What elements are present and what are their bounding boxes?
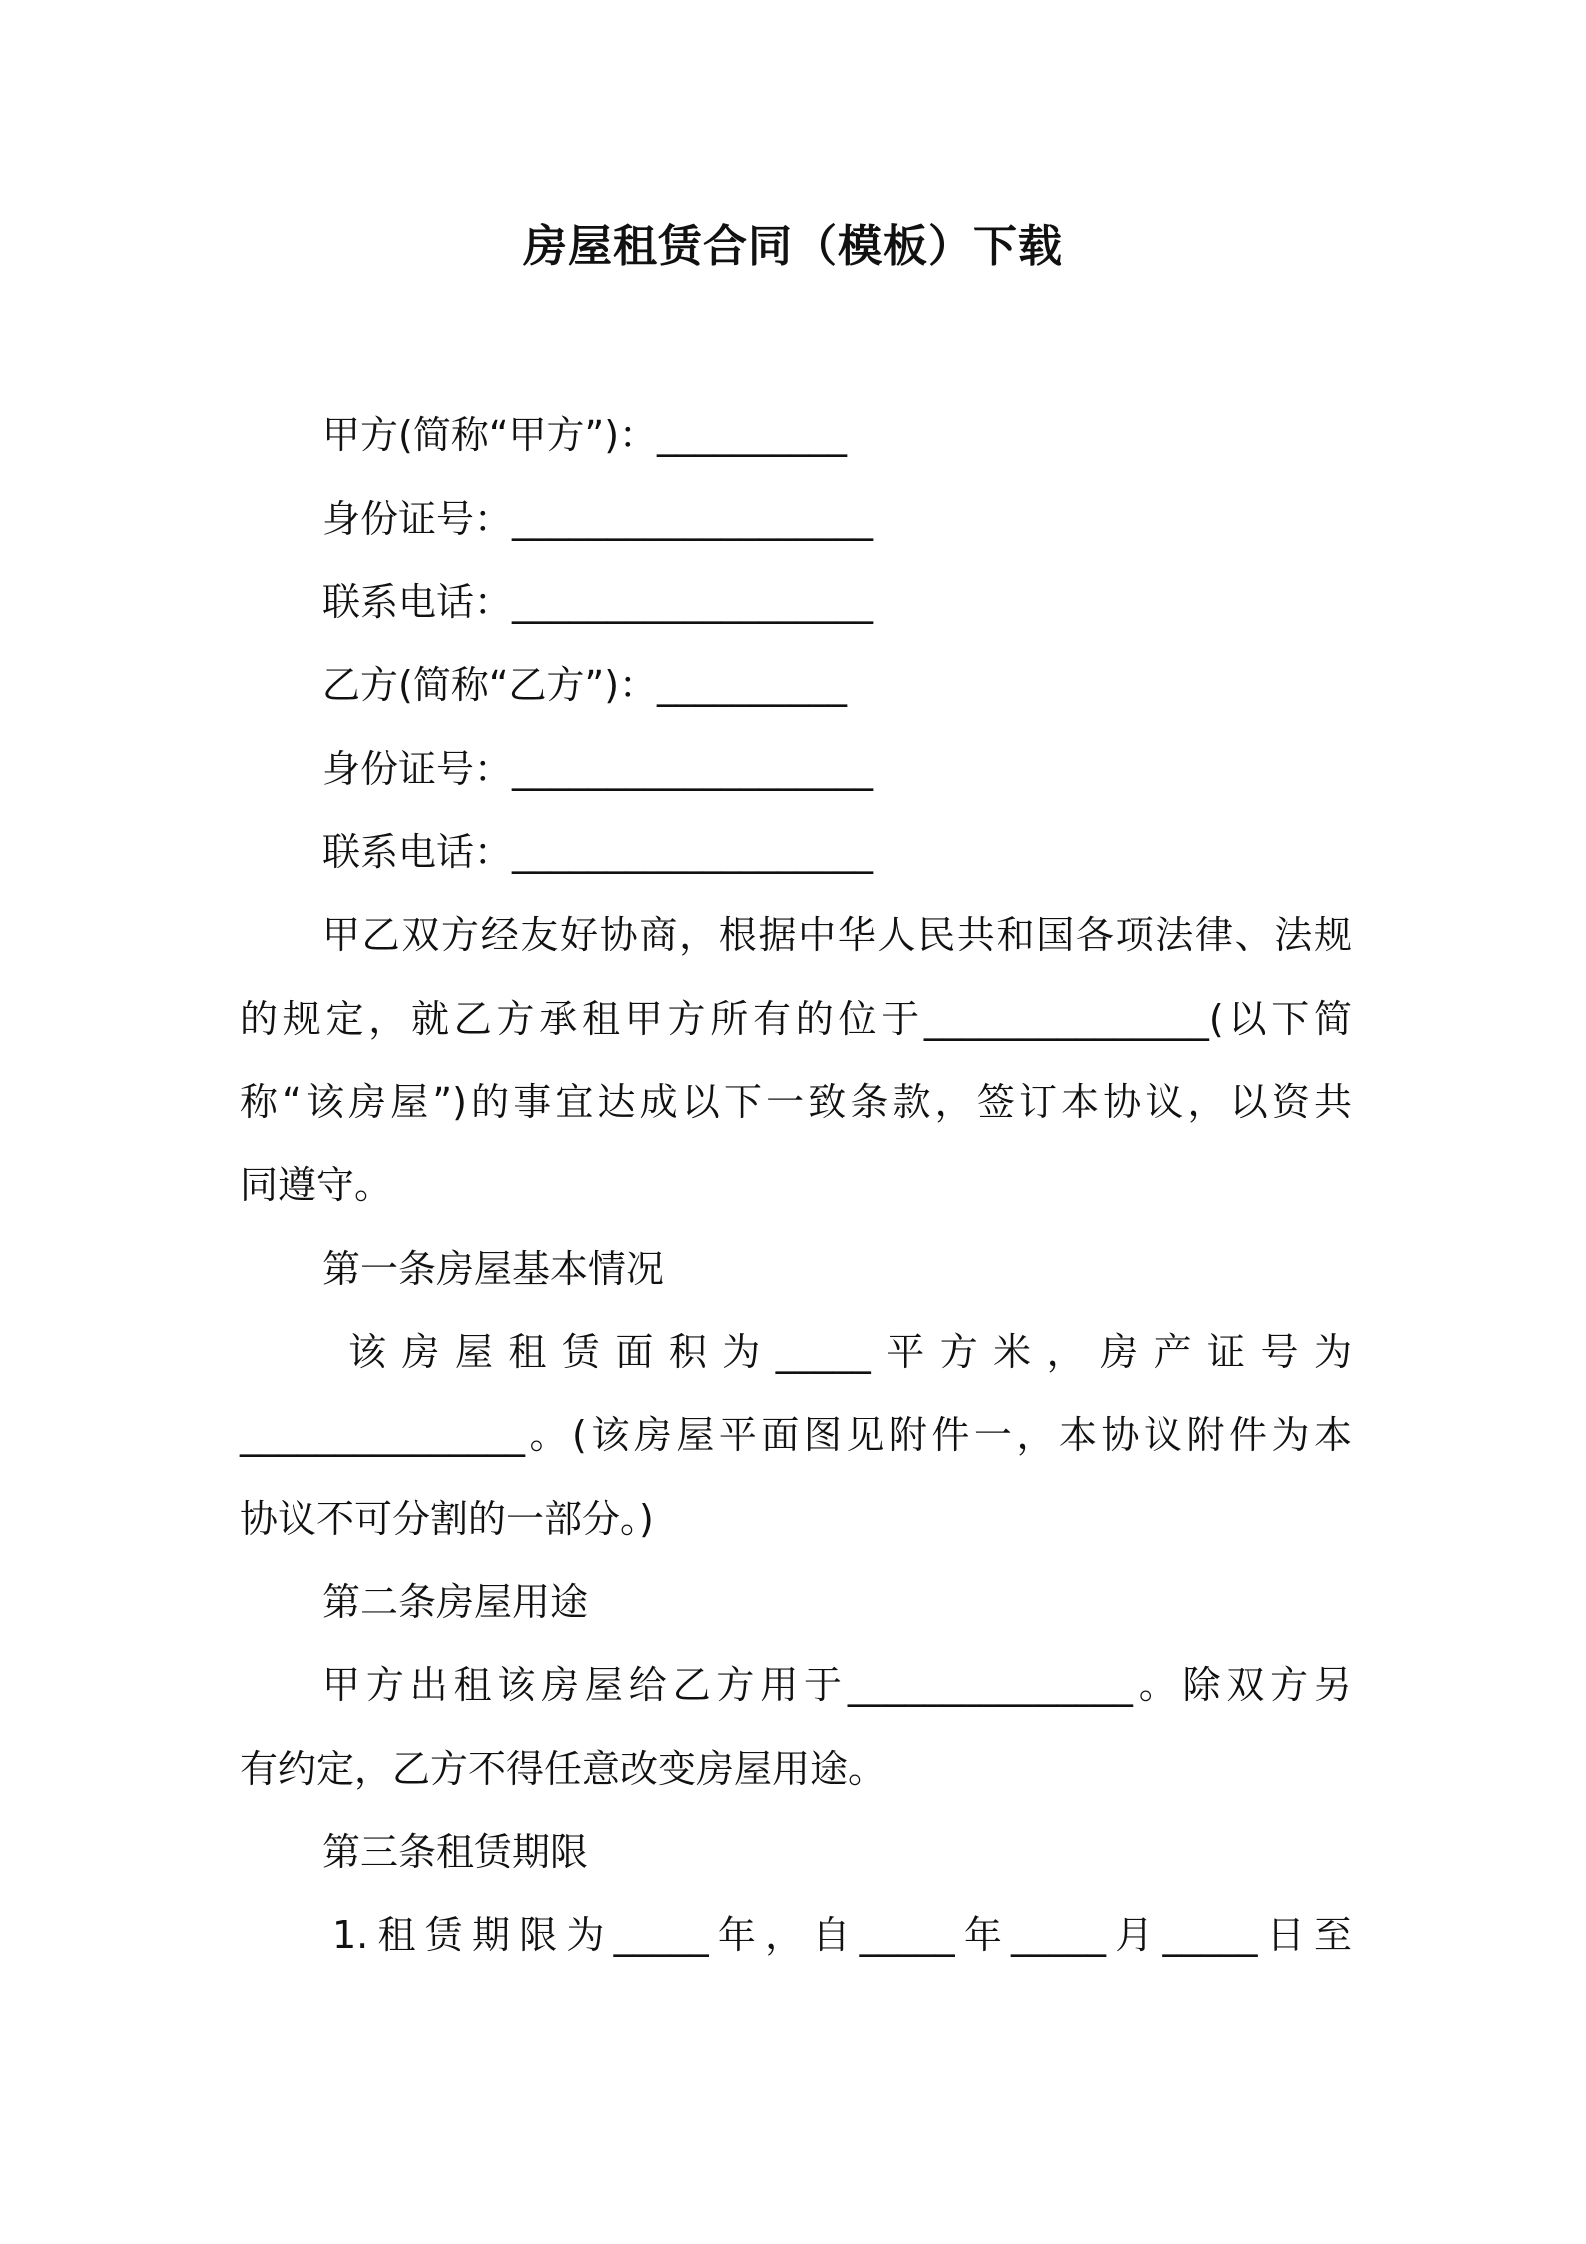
- article-1-line-2: _______________。(该房屋平面图见附件一，本协议附件为本: [240, 1413, 1352, 1457]
- party-a-phone-line: 联系电话：___________________: [322, 580, 874, 624]
- preamble-line-1: 甲乙双方经友好协商，根据中华人民共和国各项法律、法规: [322, 913, 1352, 957]
- party-b-id-line: 身份证号：___________________: [322, 747, 874, 791]
- preamble-line-3: 称“该房屋”)的事宜达成以下一致条款，签订本协议，以资共: [240, 1080, 1352, 1124]
- party-a-name-line: 甲方(简称“甲方”)：__________: [322, 413, 848, 457]
- article-2-heading: 第二条房屋用途: [322, 1580, 589, 1624]
- preamble-line-4: 同遵守。: [240, 1163, 393, 1207]
- party-b-phone-line: 联系电话：___________________: [322, 830, 874, 874]
- article-2-line-1: 甲方出租该房屋给乙方用于_______________。除双方另: [322, 1663, 1352, 1707]
- article-2-line-2: 有约定，乙方不得任意改变房屋用途。: [240, 1747, 887, 1791]
- preamble-line-2: 的规定，就乙方承租甲方所有的位于_______________(以下简: [240, 997, 1352, 1041]
- document-title: 房屋租赁合同（模板）下载: [523, 221, 1063, 272]
- article-3-line-1: 1.租赁期限为_____年，自_____年_____月_____日至: [332, 1913, 1352, 1957]
- article-3-heading: 第三条租赁期限: [322, 1830, 589, 1874]
- article-1-heading: 第一条房屋基本情况: [322, 1247, 665, 1291]
- party-b-name-line: 乙方(简称“乙方”)：__________: [322, 663, 848, 707]
- article-1-line-3: 协议不可分割的一部分。): [240, 1497, 654, 1541]
- party-a-id-line: 身份证号：___________________: [322, 497, 874, 541]
- article-1-line-1: 该房屋租赁面积为_____平方米，房产证号为: [348, 1330, 1352, 1374]
